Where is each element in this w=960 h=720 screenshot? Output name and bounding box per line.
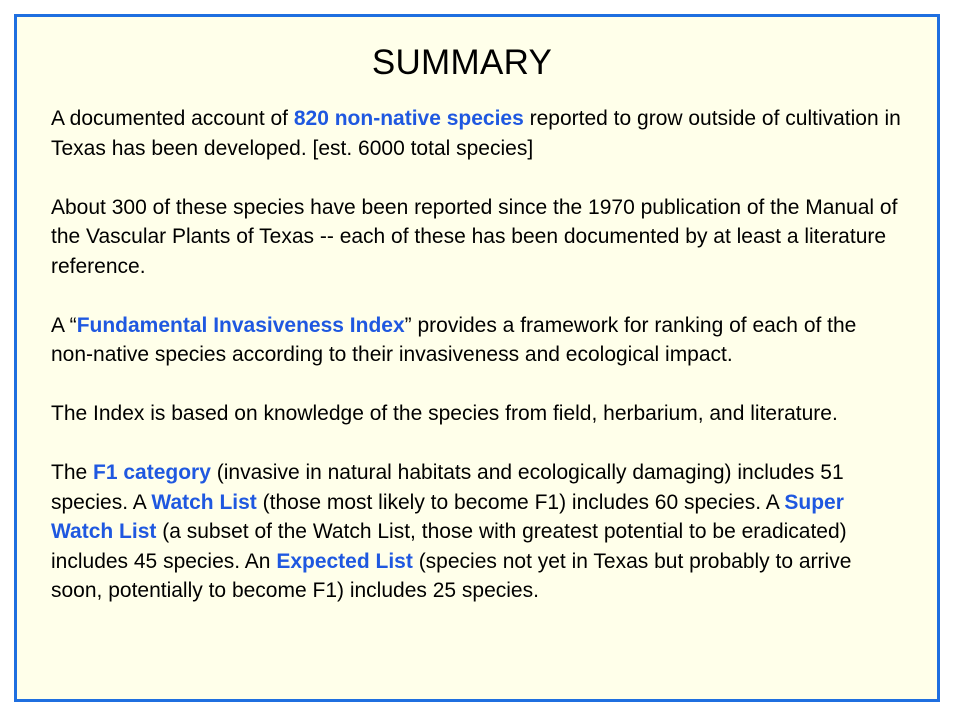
slide-title: SUMMARY [371, 43, 553, 82]
text-segment: (a subset of the Watch List, those with greatest potential to be eradicated) includes 45 species. An [51, 520, 847, 573]
text-segment: A “ [51, 313, 77, 337]
highlight-f1-category: F1 category [93, 461, 211, 484]
text-segment: (those most likely to become F1) includes 60 species. A [256, 490, 785, 514]
highlight-invasiveness-index: Fundamental Invasiveness Index [76, 313, 405, 337]
summary-body [51, 104, 901, 606]
text-segment: A documented account of [51, 107, 294, 130]
highlight-super-watch-list: Super Watch List [51, 490, 844, 543]
text-segment: (invasive in natural habitats and ecologically damaging) includes 51 species. A [51, 461, 844, 514]
highlight-non-native-species: 820 non-native species [293, 107, 524, 130]
text-segment: The [51, 461, 94, 484]
paragraph-species-count [51, 104, 901, 163]
paragraph-categories [51, 458, 901, 606]
text-segment: ” provides a framework for ranking of each of the non-native species according to their invasiveness and ecological impact. [51, 313, 857, 366]
text-segment: (species not yet in Texas but probably to arrive soon, potentially to become F1) includes 25 species. [51, 549, 852, 602]
paragraph-index-basis: The Index is based on knowledge of the species from field, herbarium, and literature. [51, 402, 838, 425]
summary-slide [14, 14, 940, 702]
text-segment: reported to grow outside of cultivation in Texas has been developed. [est. 6000 total species] [51, 107, 901, 160]
paragraph-since-1970: About 300 of these species have been reported since the 1970 publication of the Manual of the Vascular Plants of Texas -- each of these has been documented by at least a literature reference. [51, 195, 898, 278]
highlight-watch-list: Watch List [151, 490, 257, 514]
highlight-expected-list: Expected List [276, 549, 413, 573]
paragraph-invasiveness-index [51, 311, 901, 370]
